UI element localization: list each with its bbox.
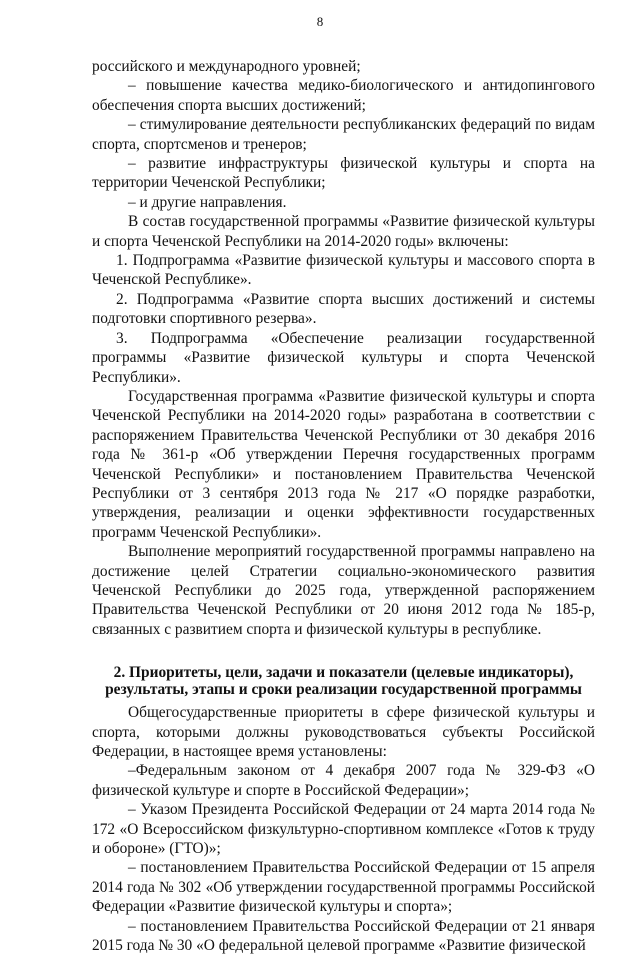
document-body xyxy=(92,57,595,955)
paragraph: –Федеральным законом от 4 декабря 2007 года № 329-ФЗ «О физической культуре и спорте в Российской Федерации»; xyxy=(92,762,595,799)
list-item: 3. Подпрограмма «Обеспечение реализации государственной программы «Развитие физической культуры и спорта Чеченской Республики». xyxy=(92,329,595,386)
paragraph: – стимулирование деятельности республиканских федераций по видам спорта, спортсменов и тренеров; xyxy=(92,116,595,153)
list-item: 1. Подпрограмма «Развитие физической культуры и массового спорта в Чеченской Республике». xyxy=(92,252,595,289)
section-heading xyxy=(92,664,595,698)
paragraph: российского и международного уровней; xyxy=(92,58,361,75)
section-heading-line: 2. Приоритеты, цели, задачи и показатели (целевые индикаторы), xyxy=(113,664,574,682)
paragraph: – Указом Президента Российской Федерации от 24 марта 2014 года № 172 «О Всероссийском физкультурно-спортивном комплексе «Готов к труду и обороне» (ГТО)»; xyxy=(92,801,595,858)
list-item: 2. Подпрограмма «Развитие спорта высших достижений и системы подготовки спортивного резерва». xyxy=(92,290,595,328)
paragraphs-top xyxy=(92,57,595,639)
paragraph: Общегосударственные приоритеты в сфере физической культуры и спорта, которыми должны руководствоваться субъекты Российской Федерации, в настоящее время установлены: xyxy=(92,704,595,760)
paragraph: – развитие инфраструктуры физической культуры и спорта на территории Чеченской Республики; xyxy=(92,155,595,192)
paragraph: Выполнение мероприятий государственной программы направлено на достижение целей Стратегии социально-экономического развития Чеченской Республики до 2025 года, утвержденной распоряжением Правительства Чеченской Республики от 20 июня 2012 года № 185-р, связанных с развитием спорта и физической культуры в республике. xyxy=(92,543,595,638)
page-number: 8 xyxy=(316,14,324,29)
paragraph: – и другие направления. xyxy=(128,193,287,211)
paragraph: Государственная программа «Развитие физической культуры и спорта Чеченской Республики на 2014-2020 годы» разработана в соответствии с распоряжением Правительства Чеченской Республики от 30 декабря 2016 года № 361-р «Об утверждении Перечня государственных программ Чеченской Республики» и постановлением Правительства Чеченской Республики от 3 сентября 2013 года № 217 «О порядке разработки, утверждения, реализации и оценки эффективности государственных программ Чеченской Республики». xyxy=(92,387,595,541)
paragraph: – повышение качества медико-биологического и антидопингового обеспечения спорта высших достижений; xyxy=(92,77,595,114)
paragraph: – постановлением Правительства Российской Федерации от 21 января 2015 года № 30 «О федеральной целевой программе «Развитие физической xyxy=(92,917,595,955)
paragraph: В состав государственной программы «Развитие физической культуры и спорта Чеченской Республики на 2014-2020 годы» включены: xyxy=(92,213,595,250)
paragraphs-bottom xyxy=(92,703,595,955)
section-heading-line: результаты, этапы и сроки реализации государственной программы xyxy=(105,681,582,699)
paragraph: – постановлением Правительства Российской Федерации от 15 апреля 2014 года № 302 «Об утверждении государственной программы Российской Федерации «Развитие физической культуры и спорта»; xyxy=(92,859,595,916)
